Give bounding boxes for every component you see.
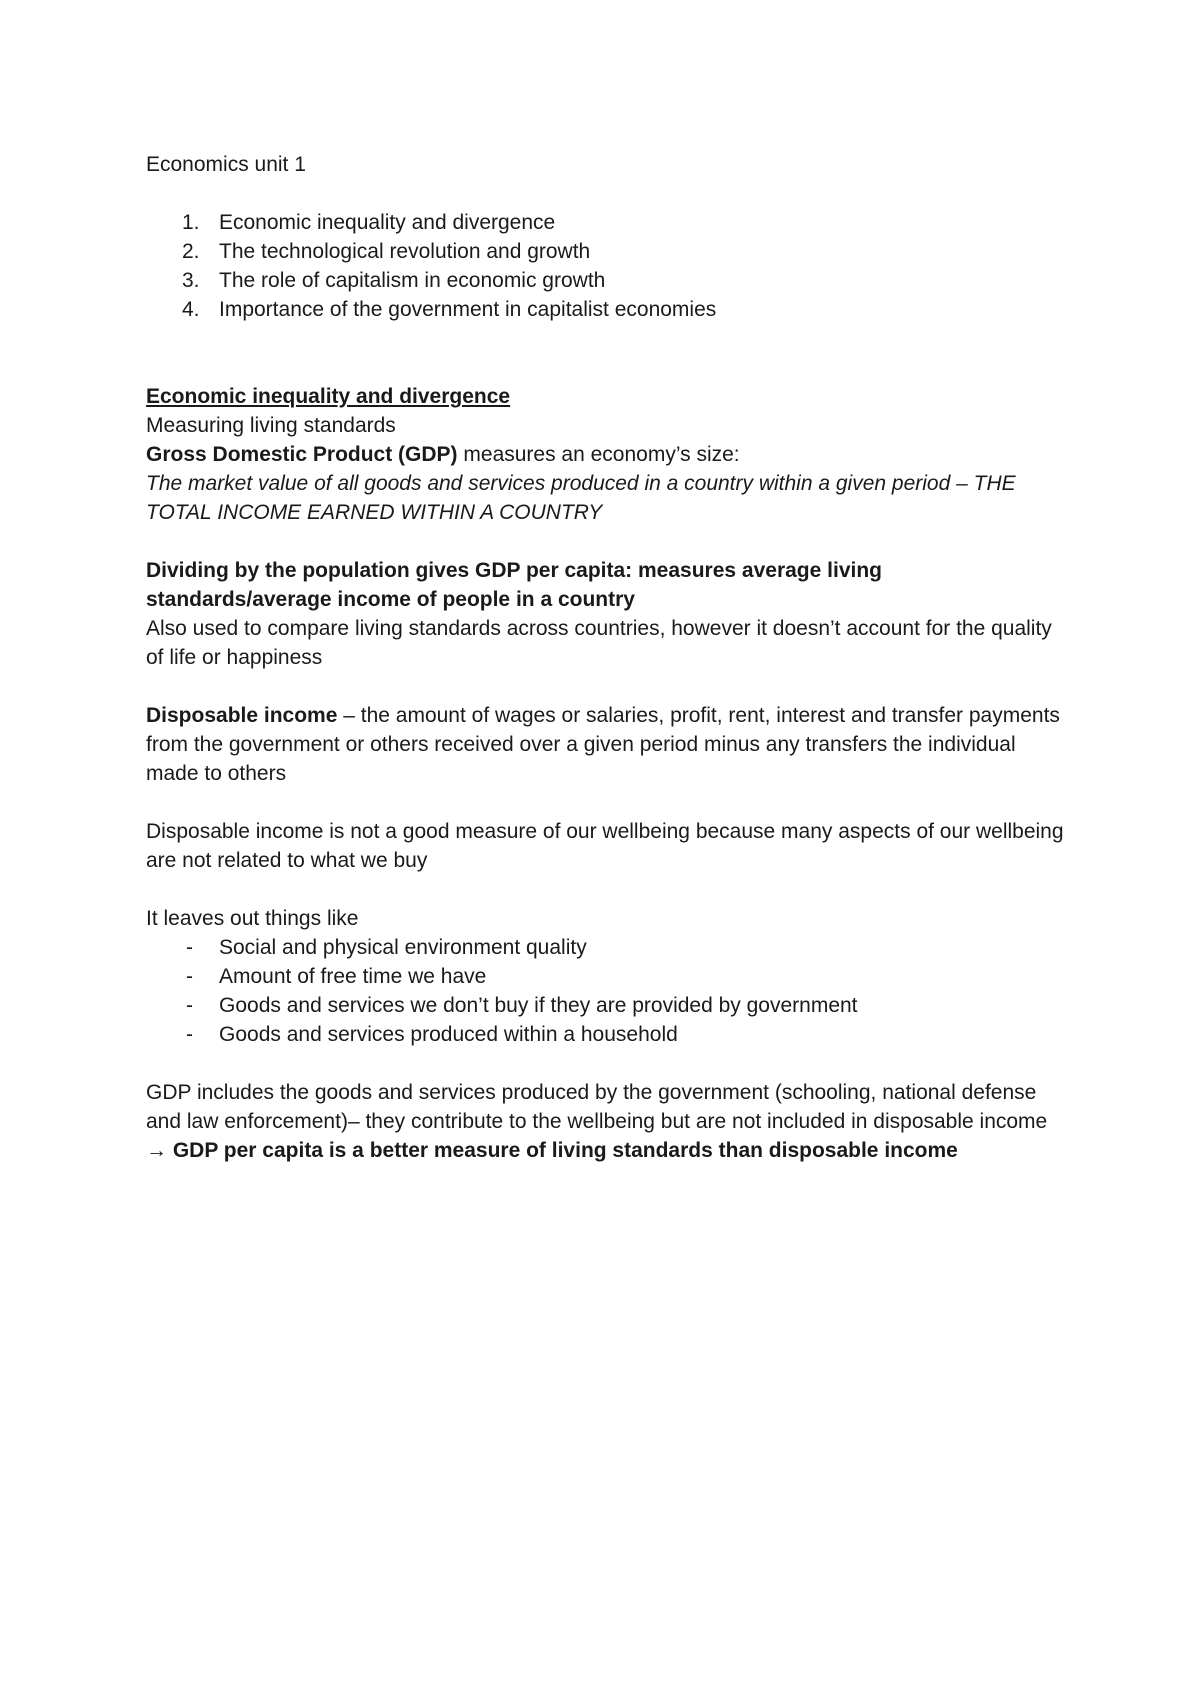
topic-outline-list xyxy=(146,208,1066,324)
arrow-right-icon: → xyxy=(146,1139,167,1162)
leaves-out-intro: It leaves out things like xyxy=(146,907,359,930)
gdp-paragraph: Gross Domestic Product (GDP) measures an economy’s size: xyxy=(146,443,740,466)
outline-item: 4. Importance of the government in capitalist economies xyxy=(182,298,717,321)
disposable-income-term: Disposable income xyxy=(146,704,338,727)
list-item: - Goods and services we don’t buy if they are provided by government xyxy=(186,994,858,1017)
wellbeing-paragraph: Disposable income is not a good measure of our wellbeing because many aspects of our wellbeing are not related to what we buy xyxy=(146,820,1064,872)
gdp-term: Gross Domestic Product (GDP) xyxy=(146,443,458,466)
gdp-includes-paragraph: GDP includes the goods and services produced by the government (schooling, national defense and law enforcement)– they contribute to the wellbeing but are not included in disposable income → GDP per capita is a better measure of living standards than disposable income xyxy=(146,1081,1048,1162)
outline-item: 3. The role of capitalism in economic growth xyxy=(182,269,606,292)
outline-item: 1. Economic inequality and divergence xyxy=(182,211,556,234)
list-item: - Social and physical environment quality xyxy=(186,936,587,959)
per-capita-statement: Dividing by the population gives GDP per capita: measures average living standards/average income of people in a country xyxy=(146,559,882,611)
document-body xyxy=(146,150,1066,1165)
gdp-definition: The market value of all goods and services produced in a country within a given period – THE TOTAL INCOME EARNED WITHIN A COUNTRY xyxy=(146,472,1016,524)
conclusion-text: GDP per capita is a better measure of living standards than disposable income xyxy=(167,1139,958,1162)
disposable-income-paragraph: Disposable income – the amount of wages or salaries, profit, rent, interest and transfer payments from the government or others received over a given period minus any transfers the individual made to others xyxy=(146,704,1060,785)
section-heading: Economic inequality and divergence xyxy=(146,385,511,408)
measuring-subheading: Measuring living standards xyxy=(146,414,396,437)
per-capita-note: Also used to compare living standards across countries, however it doesn’t account for the quality of life or happiness xyxy=(146,617,1052,669)
list-item: - Goods and services produced within a household xyxy=(186,1023,678,1046)
outline-item: 2. The technological revolution and growth xyxy=(182,240,591,263)
document-title: Economics unit 1 xyxy=(146,153,306,176)
list-item: - Amount of free time we have xyxy=(186,965,487,988)
leaves-out-list xyxy=(146,933,1066,1049)
